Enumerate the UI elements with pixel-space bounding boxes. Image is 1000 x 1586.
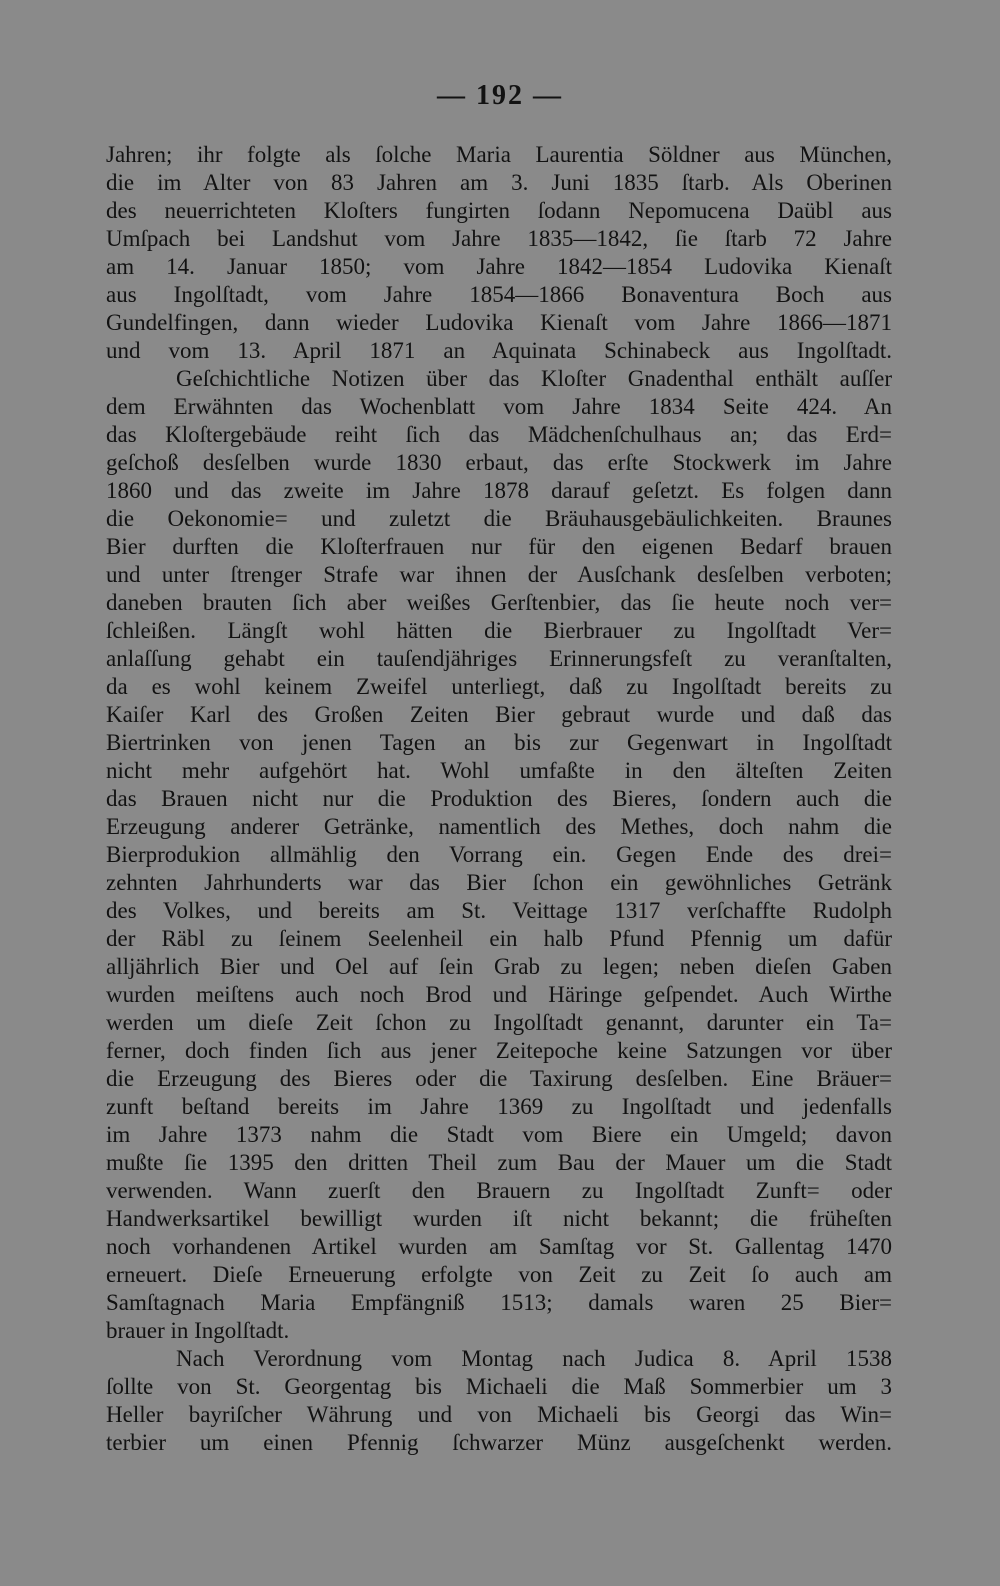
text-line: Heller bayriſcher Währung und von Michaeli bis Georgi das Win= — [106, 1402, 892, 1427]
text-line: zehnten Jahrhunderts war das Bier ſchon ein gewöhnliches Getränk — [106, 870, 892, 895]
text-line: Erzeugung anderer Getränke, namentlich des Methes, doch nahm die — [106, 814, 892, 839]
text-line: nicht mehr aufgehört hat. Wohl umfaßte in den älteſten Zeiten — [106, 758, 892, 783]
text-line: noch vorhandenen Artikel wurden am Samſtag vor St. Gallentag 1470 — [106, 1234, 892, 1259]
text-line: erneuert. Dieſe Erneuerung erfolgte von Zeit zu Zeit ſo auch am — [106, 1262, 892, 1287]
text-line: alljährlich Bier und Oel auf ſein Grab zu legen; neben dieſen Gaben — [106, 954, 892, 979]
text-line: Bier durften die Kloſterfrauen nur für den eigenen Bedarf brauen — [106, 534, 892, 559]
text-line: des Volkes, und bereits am St. Veittage 1317 verſchaffte Rudolph — [106, 898, 892, 923]
text-line: wurden meiſtens auch noch Brod und Häringe geſpendet. Auch Wirthe — [106, 982, 892, 1007]
text-line: daneben brauten ſich aber weißes Gerſtenbier, das ſie heute noch ver= — [106, 590, 892, 615]
text-line: am 14. Januar 1850; vom Jahre 1842—1854 Ludovika Kienaſt — [106, 254, 892, 279]
text-line: 1860 und das zweite im Jahre 1878 darauf geſetzt. Es folgen dann — [106, 478, 892, 503]
text-line: im Jahre 1373 nahm die Stadt vom Biere ein Umgeld; davon — [106, 1122, 892, 1147]
body-text — [106, 141, 892, 1457]
text-line: die im Alter von 83 Jahren am 3. Juni 1835 ſtarb. Als Oberinen — [106, 170, 892, 195]
text-line: der Räbl zu ſeinem Seelenheil ein halb Pfund Pfennig um dafür — [106, 926, 892, 951]
text-line: Biertrinken von jenen Tagen an bis zur Gegenwart in Ingolſtadt — [106, 730, 892, 755]
text-line: terbier um einen Pfennig ſchwarzer Münz ausgeſchenkt werden. — [106, 1430, 892, 1455]
text-line: werden um dieſe Zeit ſchon zu Ingolſtadt genannt, darunter ein Ta= — [106, 1010, 892, 1035]
text-line: geſchoß desſelben wurde 1830 erbaut, das erſte Stockwerk im Jahre — [106, 450, 892, 475]
paragraph-end-line: brauer in Ingolſtadt. — [106, 1318, 290, 1343]
text-line: Kaiſer Karl des Großen Zeiten Bier gebraut wurde und daß das — [106, 702, 892, 727]
paragraph-start-line: Geſchichtliche Notizen über das Kloſter Gnadenthal enthält auſſer — [176, 366, 892, 391]
text-line: anlaſſung gehabt ein tauſendjähriges Erinnerungsfeſt zu veranſtalten, — [106, 646, 892, 671]
text-line: Samſtagnach Maria Empfängniß 1513; damals waren 25 Bier= — [106, 1290, 892, 1315]
text-line: Gundelfingen, dann wieder Ludovika Kienaſt vom Jahre 1866—1871 — [106, 310, 892, 335]
page-number: — 192 — — [437, 80, 563, 111]
text-line: Jahren; ihr folgte als ſolche Maria Laurentia Söldner aus München, — [106, 142, 892, 167]
text-line: mußte ſie 1395 den dritten Theil zum Bau der Mauer um die Stadt — [106, 1150, 892, 1175]
text-line: dem Erwähnten das Wochenblatt vom Jahre 1834 Seite 424. An — [106, 394, 892, 419]
text-line: die Oekonomie= und zuletzt die Bräuhausgebäulichkeiten. Braunes — [106, 506, 892, 531]
text-line: Bierprodukion allmählig den Vorrang ein. Gegen Ende des drei= — [106, 842, 892, 867]
text-line: die Erzeugung des Bieres oder die Taxirung desſelben. Eine Bräuer= — [106, 1066, 892, 1091]
text-line: und vom 13. April 1871 an Aquinata Schinabeck aus Ingolſtadt. — [106, 338, 892, 363]
text-line: zunft beſtand bereits im Jahre 1369 zu Ingolſtadt und jedenfalls — [106, 1094, 892, 1119]
text-line: Handwerksartikel bewilligt wurden iſt nicht bekannt; die früheſten — [106, 1206, 892, 1231]
text-line: da es wohl keinem Zweifel unterliegt, daß zu Ingolſtadt bereits zu — [106, 674, 892, 699]
text-line: und unter ſtrenger Strafe war ihnen der Ausſchank desſelben verboten; — [106, 562, 892, 587]
text-line: ſchleißen. Längſt wohl hätten die Bierbrauer zu Ingolſtadt Ver= — [106, 618, 892, 643]
text-line: Umſpach bei Landshut vom Jahre 1835—1842, ſie ſtarb 72 Jahre — [106, 226, 892, 251]
text-line: verwenden. Wann zuerſt den Brauern zu Ingolſtadt Zunft= oder — [106, 1178, 892, 1203]
text-line: das Brauen nicht nur die Produktion des Bieres, ſondern auch die — [106, 786, 892, 811]
text-line: ſollte von St. Georgentag bis Michaeli die Maß Sommerbier um 3 — [106, 1374, 892, 1399]
text-line: aus Ingolſtadt, vom Jahre 1854—1866 Bonaventura Boch aus — [106, 282, 892, 307]
text-line: des neuerrichteten Kloſters fungirten ſodann Nepomucena Daübl aus — [106, 198, 892, 223]
paragraph-start-line: Nach Verordnung vom Montag nach Judica 8. April 1538 — [176, 1346, 892, 1371]
text-line: ferner, doch finden ſich aus jener Zeitepoche keine Satzungen vor über — [106, 1038, 892, 1063]
text-line: das Kloſtergebäude reiht ſich das Mädchenſchulhaus an; das Erd= — [106, 422, 892, 447]
